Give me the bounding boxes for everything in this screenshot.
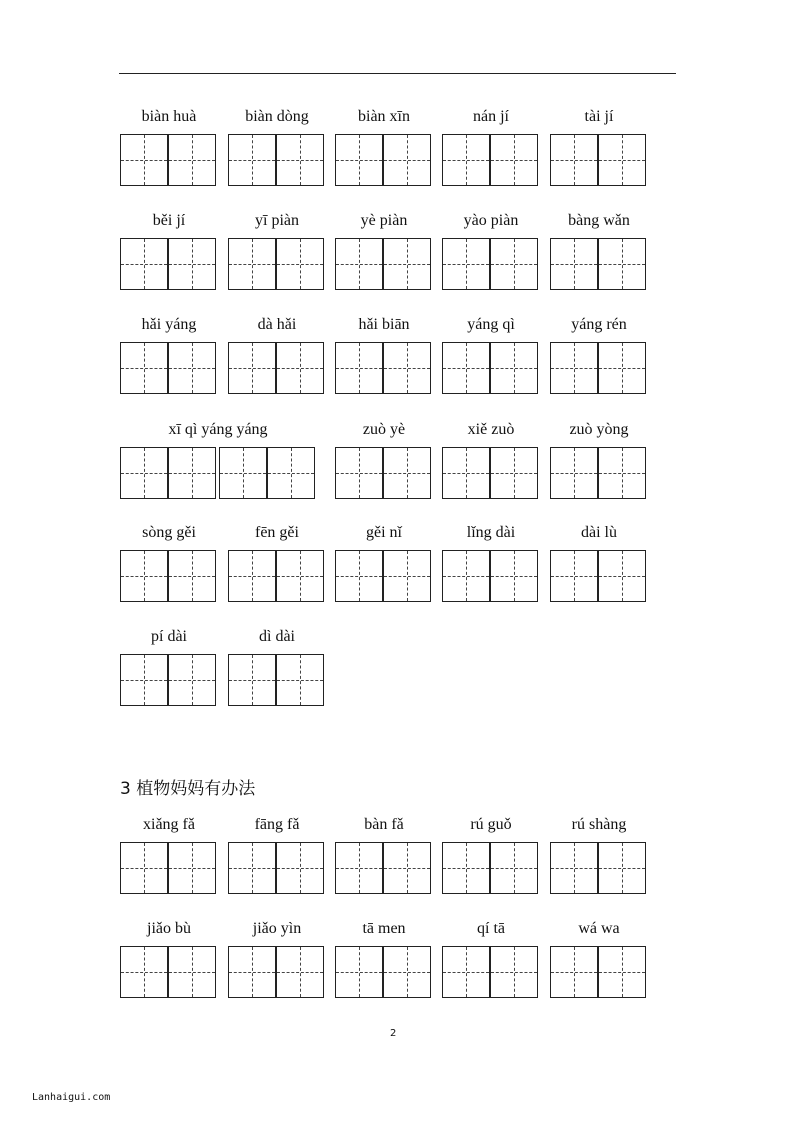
worksheet-row	[120, 524, 680, 624]
writing-grid-pair[interactable]	[228, 842, 326, 894]
pinyin-label: hǎi yáng	[141, 316, 197, 333]
pinyin-label: dì dài	[259, 628, 295, 645]
tian-zi-ge-cell[interactable]	[490, 238, 538, 290]
worksheet-row	[120, 108, 680, 208]
pinyin-label: biàn xīn	[358, 108, 410, 125]
pinyin-label: yáng qì	[467, 316, 515, 333]
tian-zi-ge-cell[interactable]	[490, 342, 538, 394]
worksheet-row	[120, 212, 680, 312]
pinyin-label: tài jí	[584, 108, 614, 125]
pinyin-label: fēn gěi	[255, 524, 299, 541]
writing-grid-pair[interactable]	[219, 447, 317, 499]
writing-grid-pair[interactable]	[442, 447, 540, 499]
pinyin-label: yī piàn	[255, 212, 299, 229]
tian-zi-ge-cell[interactable]	[550, 842, 598, 894]
tian-zi-ge-cell[interactable]	[550, 447, 598, 499]
tian-zi-ge-cell[interactable]	[168, 134, 216, 186]
writing-grid-pair[interactable]	[550, 342, 648, 394]
tian-zi-ge-cell[interactable]	[598, 550, 646, 602]
writing-grid-pair[interactable]	[550, 238, 648, 290]
tian-zi-ge-cell[interactable]	[383, 842, 431, 894]
tian-zi-ge-cell[interactable]	[383, 134, 431, 186]
writing-grid-pair[interactable]	[550, 447, 648, 499]
pinyin-label: yè piàn	[360, 212, 408, 229]
tian-zi-ge-cell[interactable]	[442, 134, 490, 186]
pinyin-label: biàn dòng	[245, 108, 309, 125]
pinyin-label: lǐng dài	[466, 524, 516, 541]
pinyin-label: gěi nǐ	[366, 524, 402, 541]
worksheet-row	[120, 920, 680, 1020]
tian-zi-ge-cell[interactable]	[168, 654, 216, 706]
pinyin-label: xiě zuò	[467, 421, 515, 438]
pinyin-label: běi jí	[152, 212, 186, 229]
tian-zi-ge-cell[interactable]	[168, 946, 216, 998]
tian-zi-ge-cell[interactable]	[550, 134, 598, 186]
tian-zi-ge-cell[interactable]	[228, 842, 276, 894]
tian-zi-ge-cell[interactable]	[276, 134, 324, 186]
writing-grid-pair[interactable]	[550, 134, 648, 186]
worksheet-row	[120, 421, 680, 521]
section-title: 3 植物妈妈有办法	[120, 779, 256, 799]
pinyin-label: bàn fǎ	[364, 816, 404, 833]
tian-zi-ge-cell[interactable]	[276, 654, 324, 706]
writing-grid-pair[interactable]	[550, 550, 648, 602]
tian-zi-ge-cell[interactable]	[120, 447, 168, 499]
writing-grid-pair[interactable]	[335, 946, 433, 998]
tian-zi-ge-cell[interactable]	[550, 550, 598, 602]
writing-grid-pair[interactable]	[335, 447, 433, 499]
worksheet-row	[120, 628, 680, 728]
pinyin-label: qí tā	[477, 920, 505, 937]
pinyin-label: rú shàng	[571, 816, 627, 833]
tian-zi-ge-cell[interactable]	[335, 447, 383, 499]
writing-grid-pair[interactable]	[442, 342, 540, 394]
tian-zi-ge-cell[interactable]	[276, 842, 324, 894]
writing-grid-pair[interactable]	[550, 946, 648, 998]
writing-grid-pair[interactable]	[120, 342, 218, 394]
tian-zi-ge-cell[interactable]	[442, 946, 490, 998]
tian-zi-ge-cell[interactable]	[120, 946, 168, 998]
writing-grid-pair[interactable]	[120, 134, 218, 186]
pinyin-label: dài lù	[581, 524, 617, 541]
writing-grid-pair[interactable]	[335, 342, 433, 394]
pinyin-label: nán jí	[473, 108, 509, 125]
worksheet-row	[120, 816, 680, 916]
tian-zi-ge-cell[interactable]	[598, 946, 646, 998]
pinyin-label: yào piàn	[463, 212, 519, 229]
tian-zi-ge-cell[interactable]	[168, 342, 216, 394]
pinyin-label: zuò yòng	[569, 421, 629, 438]
tian-zi-ge-cell[interactable]	[120, 342, 168, 394]
tian-zi-ge-cell[interactable]	[598, 447, 646, 499]
tian-zi-ge-cell[interactable]	[276, 238, 324, 290]
tian-zi-ge-cell[interactable]	[335, 342, 383, 394]
tian-zi-ge-cell[interactable]	[550, 946, 598, 998]
writing-grid-pair[interactable]	[228, 654, 326, 706]
writing-grid-pair[interactable]	[335, 134, 433, 186]
tian-zi-ge-cell[interactable]	[383, 550, 431, 602]
writing-grid-pair[interactable]	[335, 550, 433, 602]
tian-zi-ge-cell[interactable]	[168, 238, 216, 290]
pinyin-label: rú guǒ	[470, 816, 512, 833]
tian-zi-ge-cell[interactable]	[276, 946, 324, 998]
tian-zi-ge-cell[interactable]	[219, 447, 267, 499]
pinyin-label: sòng gěi	[142, 524, 196, 541]
writing-grid-pair[interactable]	[335, 238, 433, 290]
tian-zi-ge-cell[interactable]	[598, 342, 646, 394]
writing-grid-pair[interactable]	[442, 842, 540, 894]
writing-grid-pair[interactable]	[120, 238, 218, 290]
tian-zi-ge-cell[interactable]	[550, 342, 598, 394]
tian-zi-ge-cell[interactable]	[383, 238, 431, 290]
pinyin-label: xī qì yáng yáng	[168, 421, 268, 438]
pinyin-label: jiǎo bù	[147, 920, 191, 937]
tian-zi-ge-cell[interactable]	[442, 842, 490, 894]
pinyin-label: dà hǎi	[257, 316, 297, 333]
writing-grid-pair[interactable]	[120, 447, 218, 499]
pinyin-label: wá wa	[578, 920, 620, 937]
header-rule	[119, 73, 676, 74]
writing-grid-pair[interactable]	[442, 134, 540, 186]
writing-grid-pair[interactable]	[120, 550, 218, 602]
writing-grid-pair[interactable]	[228, 946, 326, 998]
pinyin-label: zuò yè	[362, 421, 406, 438]
pinyin-label: bàng wǎn	[568, 212, 630, 229]
tian-zi-ge-cell[interactable]	[228, 654, 276, 706]
writing-grid-pair[interactable]	[442, 550, 540, 602]
tian-zi-ge-cell[interactable]	[120, 654, 168, 706]
tian-zi-ge-cell[interactable]	[120, 238, 168, 290]
writing-grid-pair[interactable]	[335, 842, 433, 894]
tian-zi-ge-cell[interactable]	[490, 550, 538, 602]
tian-zi-ge-cell[interactable]	[383, 342, 431, 394]
pinyin-label: hǎi biān	[358, 316, 410, 333]
tian-zi-ge-cell[interactable]	[442, 447, 490, 499]
pinyin-label: fāng fǎ	[254, 816, 300, 833]
tian-zi-ge-cell[interactable]	[228, 134, 276, 186]
tian-zi-ge-cell[interactable]	[335, 238, 383, 290]
tian-zi-ge-cell[interactable]	[228, 550, 276, 602]
tian-zi-ge-cell[interactable]	[598, 134, 646, 186]
tian-zi-ge-cell[interactable]	[335, 946, 383, 998]
worksheet-row	[120, 316, 680, 416]
pinyin-label: biàn huà	[141, 108, 197, 125]
tian-zi-ge-cell[interactable]	[442, 550, 490, 602]
tian-zi-ge-cell[interactable]	[168, 447, 216, 499]
writing-grid-pair[interactable]	[442, 946, 540, 998]
pinyin-label: jiǎo yìn	[252, 920, 302, 937]
tian-zi-ge-cell[interactable]	[550, 238, 598, 290]
page-number: 2	[390, 1028, 397, 1039]
tian-zi-ge-cell[interactable]	[335, 550, 383, 602]
tian-zi-ge-cell[interactable]	[228, 238, 276, 290]
tian-zi-ge-cell[interactable]	[442, 238, 490, 290]
tian-zi-ge-cell[interactable]	[120, 842, 168, 894]
pinyin-label: yáng rén	[571, 316, 627, 333]
tian-zi-ge-cell[interactable]	[383, 946, 431, 998]
tian-zi-ge-cell[interactable]	[228, 342, 276, 394]
pinyin-label: tā men	[362, 920, 406, 937]
writing-grid-pair[interactable]	[550, 842, 648, 894]
tian-zi-ge-cell[interactable]	[267, 447, 315, 499]
tian-zi-ge-cell[interactable]	[228, 946, 276, 998]
footer-watermark-text: Lanhaigui.com	[32, 1092, 111, 1103]
tian-zi-ge-cell[interactable]	[442, 342, 490, 394]
tian-zi-ge-cell[interactable]	[168, 842, 216, 894]
tian-zi-ge-cell[interactable]	[276, 342, 324, 394]
tian-zi-ge-cell[interactable]	[490, 447, 538, 499]
tian-zi-ge-cell[interactable]	[598, 238, 646, 290]
writing-grid-pair[interactable]	[120, 654, 218, 706]
tian-zi-ge-cell[interactable]	[598, 842, 646, 894]
tian-zi-ge-cell[interactable]	[383, 447, 431, 499]
tian-zi-ge-cell[interactable]	[276, 550, 324, 602]
writing-grid-pair[interactable]	[228, 238, 326, 290]
tian-zi-ge-cell[interactable]	[120, 550, 168, 602]
tian-zi-ge-cell[interactable]	[490, 946, 538, 998]
writing-grid-pair[interactable]	[120, 842, 218, 894]
tian-zi-ge-cell[interactable]	[335, 134, 383, 186]
pinyin-label: pí dài	[151, 628, 187, 645]
pinyin-label: xiǎng fǎ	[143, 816, 195, 833]
writing-grid-pair[interactable]	[120, 946, 218, 998]
writing-grid-pair[interactable]	[228, 550, 326, 602]
tian-zi-ge-cell[interactable]	[120, 134, 168, 186]
tian-zi-ge-cell[interactable]	[335, 842, 383, 894]
tian-zi-ge-cell[interactable]	[168, 550, 216, 602]
writing-grid-pair[interactable]	[228, 134, 326, 186]
tian-zi-ge-cell[interactable]	[490, 842, 538, 894]
writing-grid-pair[interactable]	[228, 342, 326, 394]
tian-zi-ge-cell[interactable]	[490, 134, 538, 186]
writing-grid-pair[interactable]	[442, 238, 540, 290]
